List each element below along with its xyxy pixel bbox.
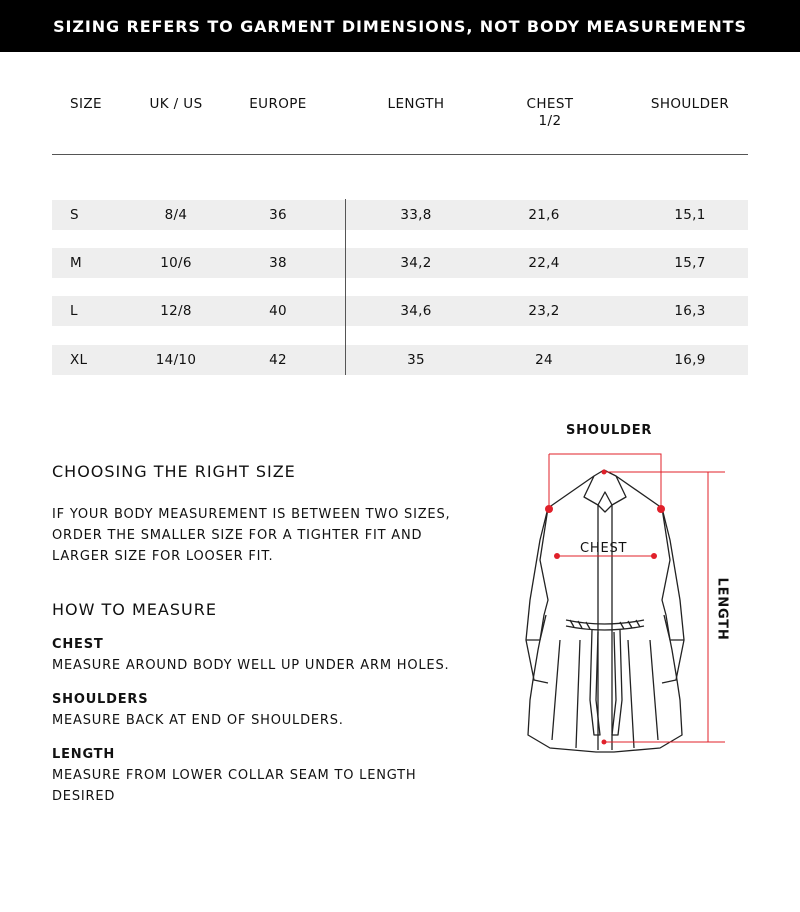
header-banner: SIZING REFERS TO GARMENT DIMENSIONS, NOT BODY MEASUREMENTS (0, 0, 800, 52)
cell-chest: 23,2 (528, 303, 560, 319)
cell-length: 35 (407, 352, 425, 368)
cell-size: S (70, 207, 79, 223)
length-text (52, 765, 416, 807)
cell-chest: 24 (535, 352, 553, 368)
measure-lines (549, 454, 725, 742)
length-text-line: DESIRED (52, 789, 116, 804)
cell-shoulder: 16,9 (674, 352, 706, 368)
shirt-dress-outline (526, 470, 684, 752)
chest-text: MEASURE AROUND BODY WELL UP UNDER ARM HOLES. (52, 658, 450, 673)
choosing-size-line: ORDER THE SMALLER SIZE FOR A TIGHTER FIT AND (52, 528, 423, 543)
cell-size: XL (70, 352, 88, 368)
cell-length: 34,2 (400, 255, 432, 271)
length-text-line: MEASURE FROM LOWER COLLAR SEAM TO LENGTH (52, 768, 417, 783)
cell-shoulder: 15,7 (674, 255, 706, 271)
table-column-divider (345, 199, 346, 375)
table-row (52, 296, 748, 326)
cell-size: L (70, 303, 78, 319)
header-rule (52, 154, 748, 155)
cell-shoulder: 16,3 (674, 303, 706, 319)
length-title: LENGTH (52, 747, 116, 762)
col-header-size: SIZE (70, 96, 102, 112)
col-header-chest (510, 96, 590, 130)
cell-size: M (70, 255, 82, 271)
chest-title: CHEST (52, 637, 104, 652)
cell-uk-us: 10/6 (160, 255, 192, 271)
col-header-uk-us: UK / US (149, 96, 203, 112)
cell-europe: 36 (269, 207, 287, 223)
cell-uk-us: 14/10 (155, 352, 197, 368)
diagram-shoulder-label: SHOULDER (566, 423, 653, 438)
cell-europe: 38 (269, 255, 287, 271)
choosing-size-line: IF YOUR BODY MEASUREMENT IS BETWEEN TWO SIZES, (52, 507, 451, 522)
cell-length: 33,8 (400, 207, 432, 223)
col-header-length: LENGTH (387, 96, 445, 112)
shoulders-text: MEASURE BACK AT END OF SHOULDERS. (52, 713, 344, 728)
measure-points (545, 470, 665, 745)
cell-uk-us: 12/8 (160, 303, 192, 319)
table-row (52, 200, 748, 230)
cell-chest: 21,6 (528, 207, 560, 223)
how-to-measure-title: HOW TO MEASURE (52, 600, 217, 619)
col-header-shoulder: SHOULDER (650, 96, 730, 112)
table-row (52, 345, 748, 375)
shoulders-title: SHOULDERS (52, 692, 149, 707)
cell-europe: 40 (269, 303, 287, 319)
col-header-chest-label: CHEST (526, 96, 574, 112)
table-row (52, 248, 748, 278)
choosing-size-text (52, 504, 450, 567)
cell-chest: 22,4 (528, 255, 560, 271)
diagram-chest-label: CHEST (580, 541, 628, 556)
col-header-europe: EUROPE (249, 96, 307, 112)
diagram-length-label: LENGTH (714, 577, 730, 641)
cell-uk-us: 8/4 (164, 207, 188, 223)
cell-length: 34,6 (400, 303, 432, 319)
cell-europe: 42 (269, 352, 287, 368)
choosing-size-title: CHOOSING THE RIGHT SIZE (52, 462, 296, 481)
col-header-chest-sub: 1/2 (538, 113, 562, 129)
cell-shoulder: 15,1 (674, 207, 706, 223)
choosing-size-line: LARGER SIZE FOR LOOSER FIT. (52, 549, 274, 564)
